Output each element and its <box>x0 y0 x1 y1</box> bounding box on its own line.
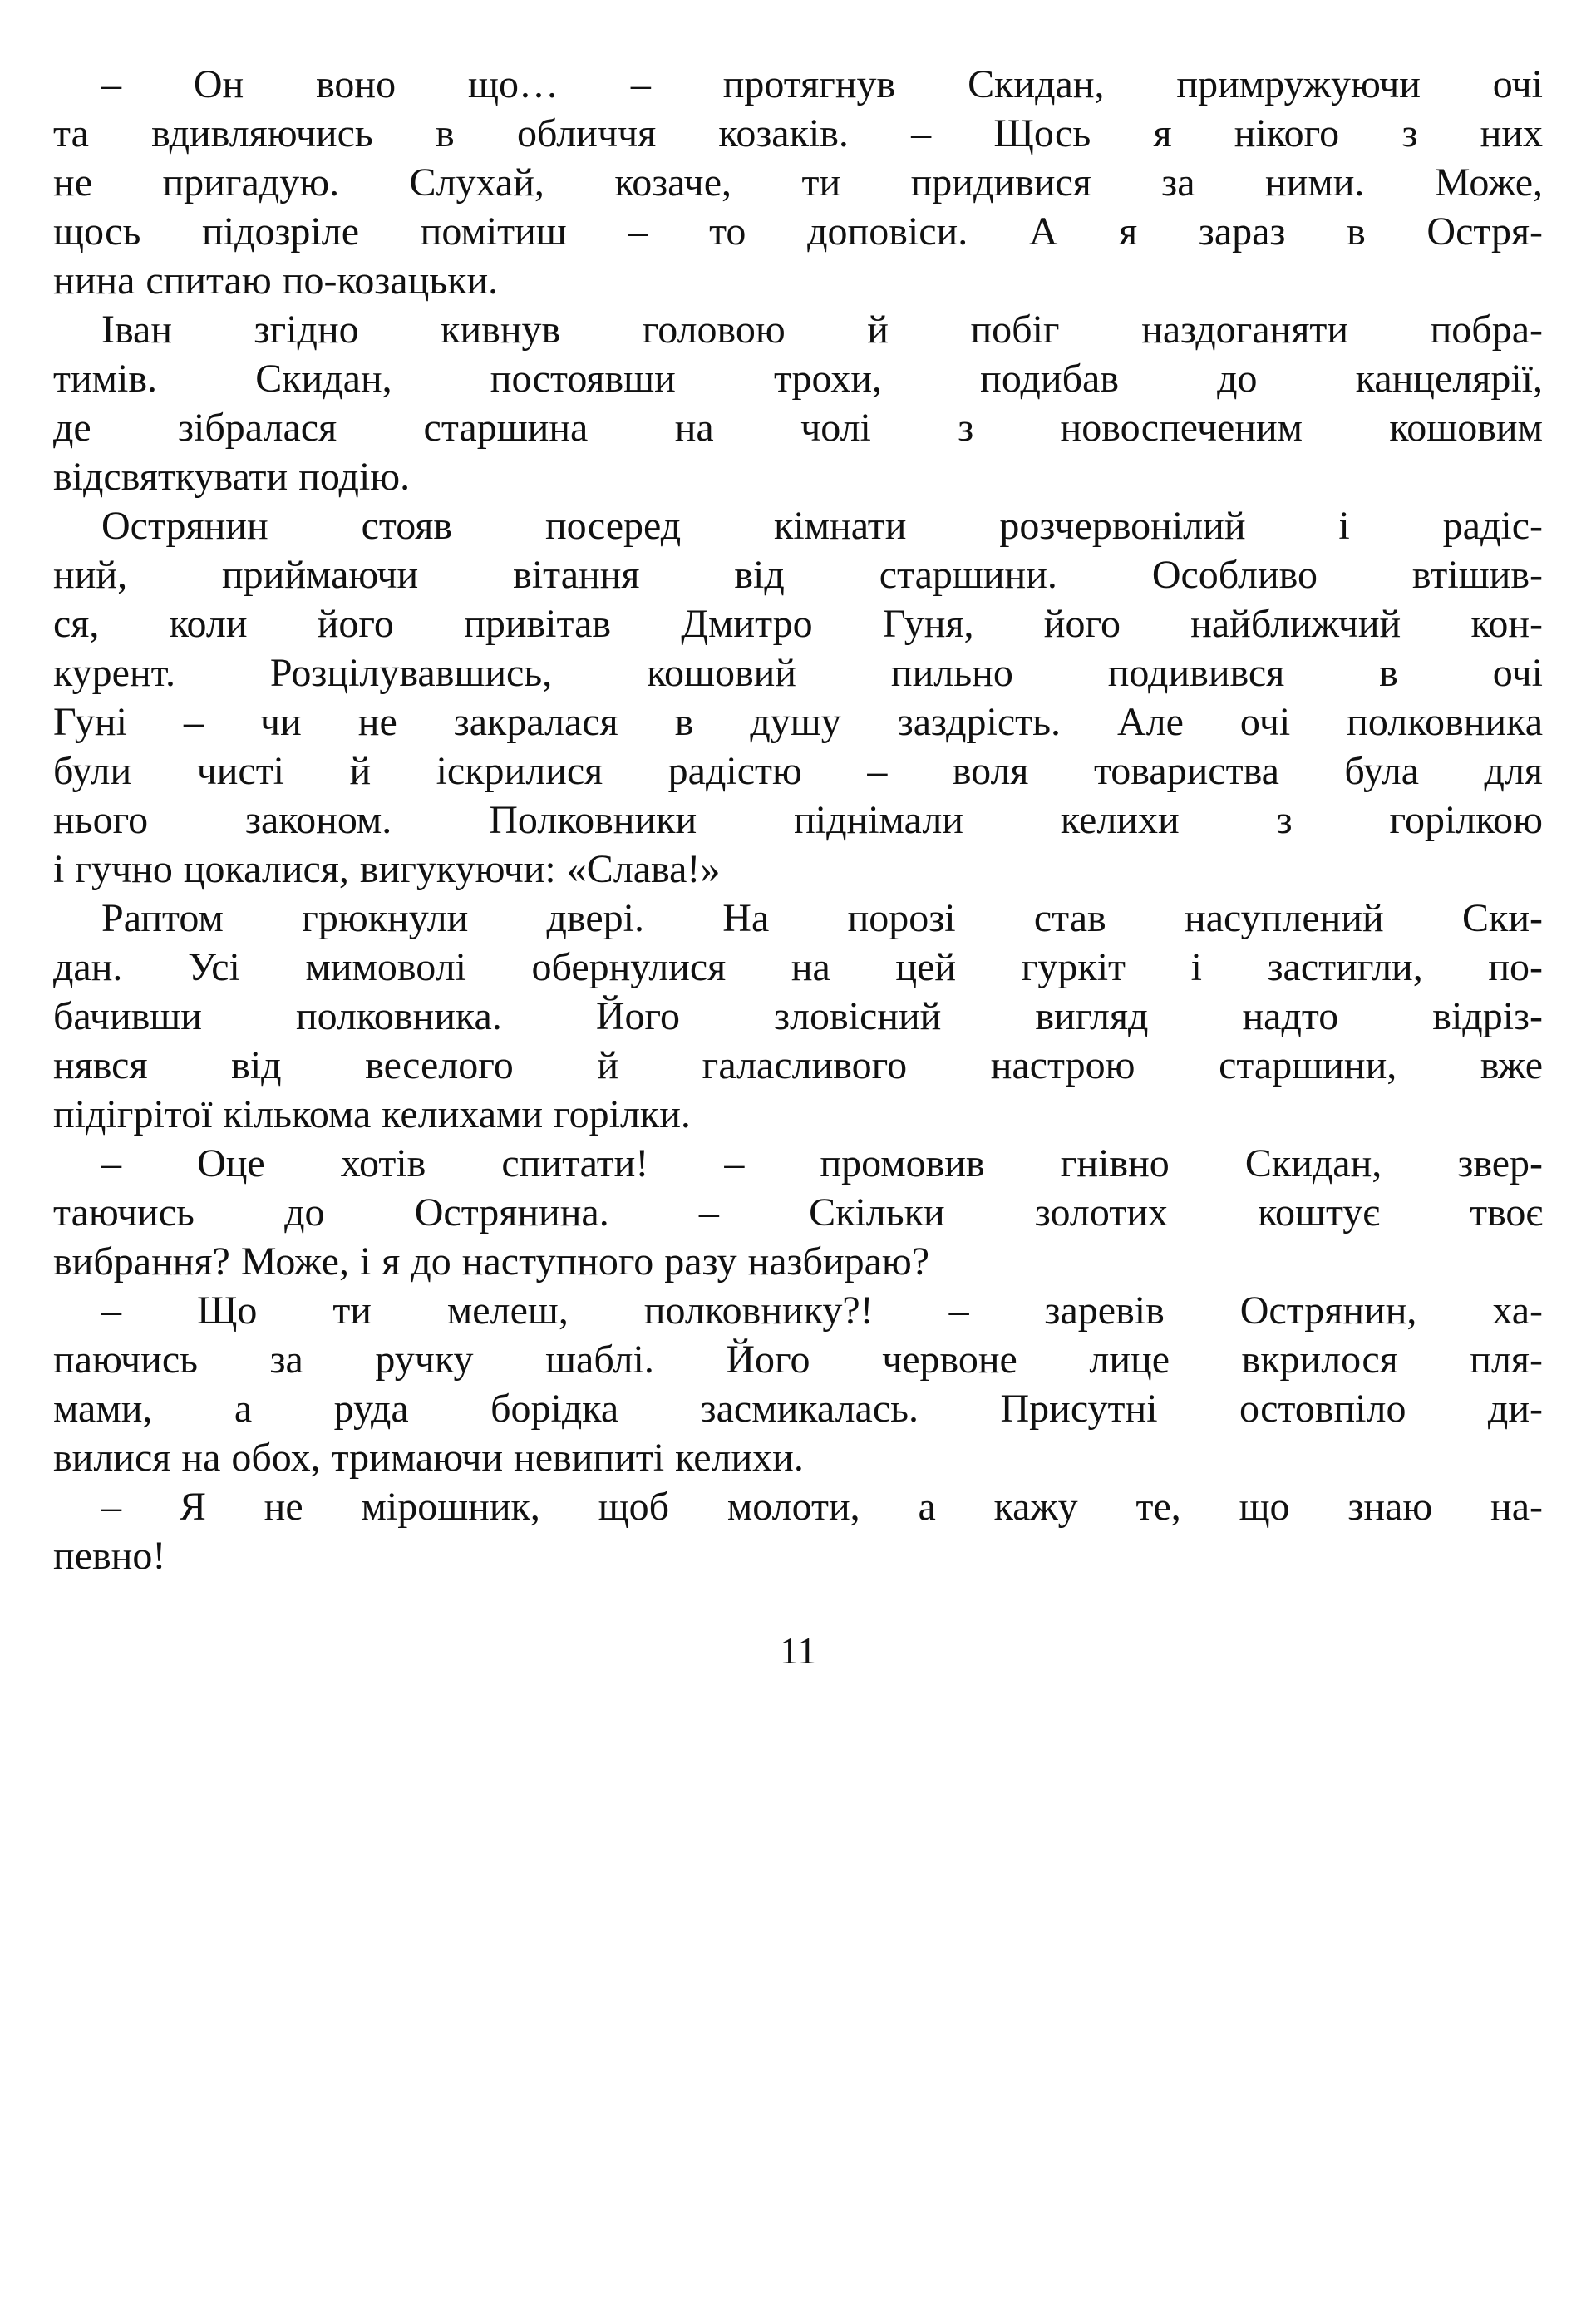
paragraph <box>53 1482 1543 1580</box>
text-line: ся, коли його привітав Дмитро Гуня, його найближчий кон- <box>53 602 1543 646</box>
text-line: – Я не мірошник, щоб молоти, а кажу те, що знаю на- <box>101 1485 1543 1529</box>
text-line: курент. Розцілувавшись, кошовий пильно подивився в очі <box>53 651 1543 695</box>
paragraph <box>53 1286 1543 1482</box>
text-line: нина спитаю по-козацьки. <box>53 259 499 303</box>
text-line: певно! <box>53 1534 166 1578</box>
text-line: мами, а руда борідка засмикалась. Присутні остовпіло ди- <box>53 1387 1543 1431</box>
text-line: нявся від веселого й галасливого настрою старшини, вже <box>53 1043 1543 1087</box>
text-line: таючись до Острянина. – Скільки золотих коштує твоє <box>53 1190 1543 1234</box>
text-line: та вдивляючись в обличчя козаків. – Щось я нікого з них <box>53 111 1543 155</box>
text-line: щось підозріле помітиш – то доповіси. А я зараз в Остря- <box>53 209 1543 254</box>
text-line: нього законом. Полковники піднімали келихи з горілкою <box>53 798 1543 842</box>
text-line: відсвяткувати подію. <box>53 455 411 499</box>
text-line: Гуні – чи не закралася в душу заздрість. Але очі полковника <box>53 700 1543 744</box>
text-line: – Оце хотів спитати! – промовив гнівно Скидан, звер- <box>101 1141 1543 1185</box>
text-line: не пригадую. Слухай, козаче, ти придивися за ними. Може, <box>53 160 1543 204</box>
paragraph <box>53 305 1543 501</box>
text-line: і гучно цокалися, вигукуючи: «Слава!» <box>53 847 721 891</box>
text-line: Раптом грюкнули двері. На порозі став насуплений Ски- <box>101 896 1543 940</box>
text-block <box>53 60 1543 1580</box>
text-line: паючись за ручку шаблі. Його червоне лице вкрилося пля- <box>53 1338 1543 1382</box>
text-line: бачивши полковника. Його зловісний вигляд надто відріз- <box>53 994 1543 1038</box>
text-line: підігрітої кількома келихами горілки. <box>53 1092 691 1136</box>
text-line: вилися на обох, тримаючи невипиті келихи. <box>53 1436 804 1480</box>
text-line: ний, приймаючи вітання від старшини. Особливо втішив- <box>53 553 1543 597</box>
text-line: були чисті й іскрилися радістю – воля товариства була для <box>53 749 1543 793</box>
paragraph <box>53 894 1543 1139</box>
paragraph <box>53 60 1543 305</box>
text-line: тимів. Скидан, постоявши трохи, подибав до канцелярії, <box>53 357 1543 401</box>
text-line: де зібралася старшина на чолі з новоспеченим кошовим <box>53 406 1543 450</box>
text-line: – Що ти мелеш, полковнику?! – заревів Острянин, ха- <box>101 1289 1543 1333</box>
page-number: 11 <box>779 1629 817 1672</box>
text-line: Іван згідно кивнув головою й побіг наздоганяти побра- <box>101 308 1543 352</box>
paragraph <box>53 501 1543 894</box>
text-line: дан. Усі мимоволі обернулися на цей гуркіт і застигли, по- <box>53 945 1543 989</box>
text-line: – Он воно що… – протягнув Скидан, примружуючи очі <box>101 62 1543 106</box>
text-line: Острянин стояв посеред кімнати розчервонілий і радіс- <box>101 504 1543 548</box>
paragraph <box>53 1139 1543 1286</box>
text-line: вибрання? Може, і я до наступного разу назбираю? <box>53 1239 930 1284</box>
